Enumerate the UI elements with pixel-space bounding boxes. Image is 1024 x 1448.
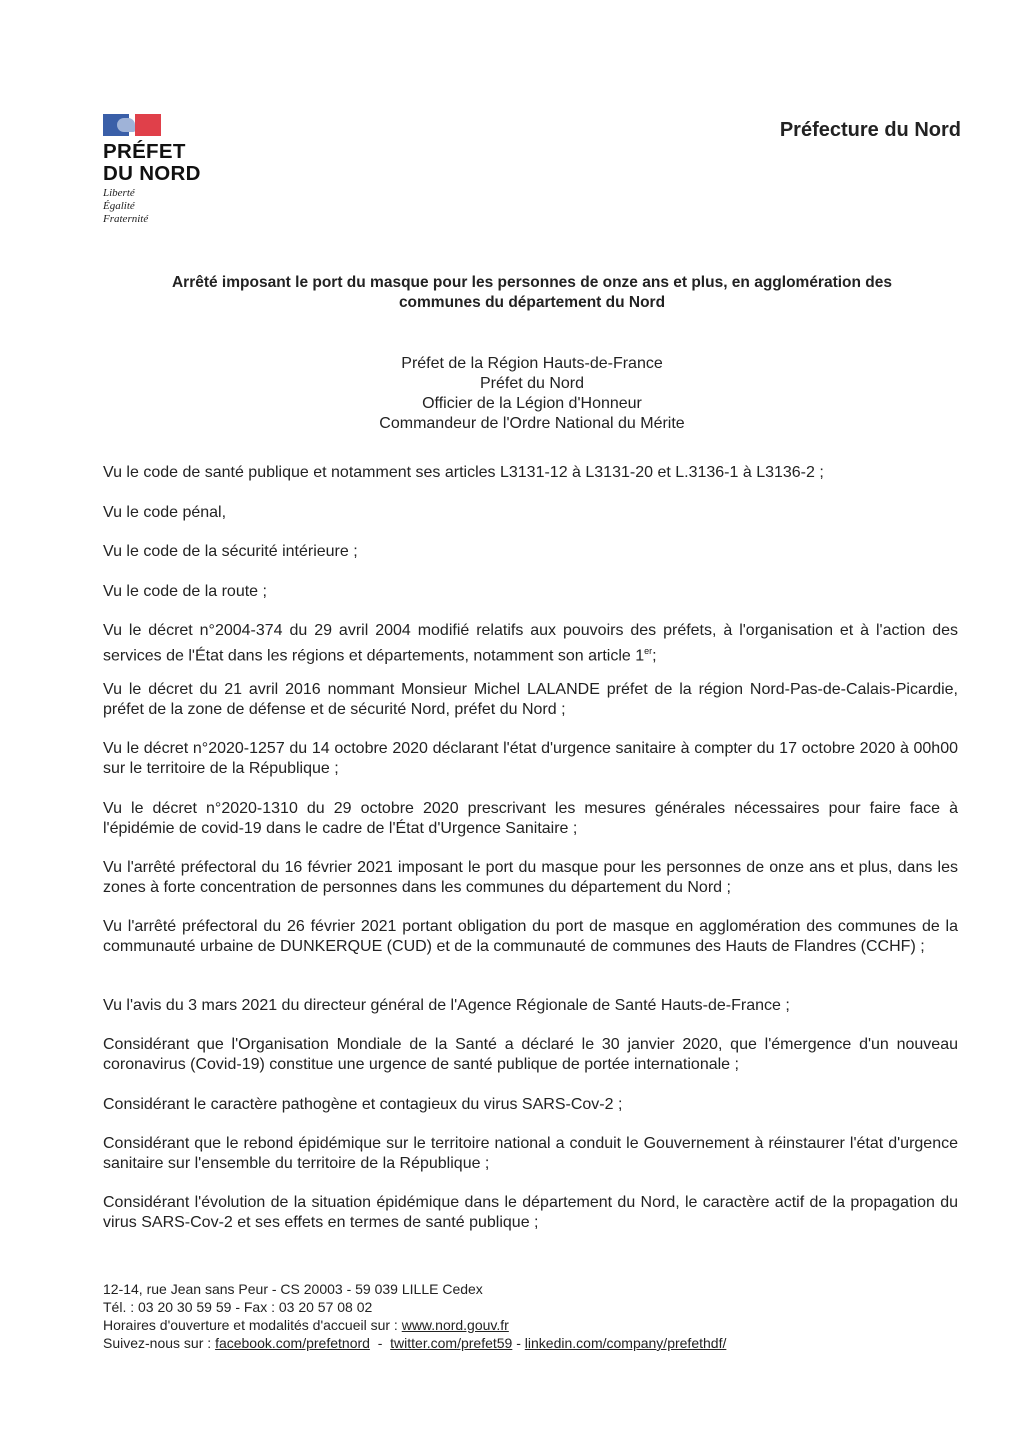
- footer-phone: Tél. : 03 20 30 59 59 - Fax : 03 20 57 08 02: [103, 1299, 373, 1315]
- title-line1: Arrêté imposant le port du masque pour les personnes de onze ans et plus, en agglomération des: [171, 274, 893, 291]
- paragraph: Vu le code de santé publique et notamment ses articles L3131-12 à L3131-20 et L.3136-1 à L3136-2 ;: [103, 464, 824, 481]
- paragraph: Considérant l'évolution de la situation épidémique dans le département du Nord, le caractère actif de la propagation du virus SARS-Cov-2 et ses effets en termes de santé publique ;: [103, 1194, 958, 1231]
- paragraph-text: Vu le décret n°2004-374 du 29 avril 2004 modifié relatifs aux pouvoirs des préfets, à l'organisation et à l'action des services de l'État dans les régions et départements, notamment son article 1: [103, 622, 958, 665]
- paragraph: Vu l'arrêté préfectoral du 16 février 2021 imposant le port du masque pour les personnes de onze ans et plus, dans les zones à forte concentration de personnes dans les communes du département du Nord ;: [103, 859, 958, 896]
- paragraph: Vu le code pénal,: [103, 504, 227, 521]
- footer-address: 12-14, rue Jean sans Peur - CS 20003 - 59 039 LILLE Cedex: [103, 1281, 483, 1297]
- footer-hours: [103, 1316, 726, 1334]
- paragraph: Vu le décret n°2020-1310 du 29 octobre 2020 prescrivant les mesures générales nécessaires pour faire face à l'épidémie de covid-19 dans le cadre de l'État d'Urgence Sanitaire ;: [103, 800, 958, 837]
- logo-title: [103, 141, 243, 185]
- paragraph: Vu l'avis du 3 mars 2021 du directeur général de l'Agence Régionale de Santé Hauts-de-France ;: [103, 997, 790, 1014]
- prefet-logo: [103, 114, 243, 226]
- linkedin-link[interactable]: linkedin.com/company/prefethdf/: [524, 1335, 727, 1351]
- paragraph-tail: ;: [652, 647, 657, 665]
- title-line2: communes du département du Nord: [398, 294, 666, 311]
- separator: -: [369, 1335, 391, 1351]
- document-title: [100, 273, 964, 313]
- paragraph: Considérant que l'Organisation Mondiale de la Santé a déclaré le 30 janvier 2020, que l'émergence d'un nouveau coronavirus (Covid-19) constitue une urgence de santé publique de portée internationale ;: [103, 1036, 958, 1073]
- authority-block: [100, 354, 964, 434]
- superscript: er: [644, 646, 653, 656]
- footer-hours-prefix: Horaires d'ouverture et modalités d'accueil sur :: [103, 1317, 402, 1333]
- footer: [103, 1280, 726, 1352]
- paragraph: Vu le code de la route ;: [103, 583, 267, 600]
- marianne-profile-icon: [117, 118, 135, 132]
- footer-social: [103, 1334, 726, 1352]
- paragraph: Vu l'arrêté préfectoral du 26 février 2021 portant obligation du port de masque en agglomération des communes de la communauté urbaine de DUNKERQUE (CUD) et de la communauté de communes des Hauts de Flandres (CCHF) ;: [103, 918, 958, 955]
- republic-motto: [103, 187, 243, 226]
- authority-line: Officier de la Légion d'Honneur: [422, 395, 642, 412]
- facebook-link[interactable]: facebook.com/prefetnord: [215, 1335, 370, 1351]
- prefecture-name: Préfecture du Nord: [779, 119, 961, 141]
- motto-liberte: Liberté: [103, 187, 135, 199]
- paragraph: Considérant le caractère pathogène et contagieux du virus SARS-Cov-2 ;: [103, 1096, 623, 1113]
- paragraph: Vu le code de la sécurité intérieure ;: [103, 543, 358, 560]
- separator: -: [512, 1335, 525, 1351]
- logo-title-line1: PRÉFET: [103, 140, 186, 163]
- paragraph: Vu le décret n°2020-1257 du 14 octobre 2020 déclarant l'état d'urgence sanitaire à compter du 17 octobre 2020 à 00h00 sur le territoire de la République ;: [103, 740, 958, 777]
- logo-title-line2: DU NORD: [103, 162, 201, 185]
- footer-follow-prefix: Suivez-nous sur :: [103, 1335, 216, 1351]
- paragraph: Considérant que le rebond épidémique sur le territoire national a conduit le Gouvernement à réinstaurer l'état d'urgence sanitaire sur l'ensemble du territoire de la République ;: [103, 1135, 958, 1172]
- paragraph: Vu le décret du 21 avril 2016 nommant Monsieur Michel LALANDE préfet de la région Nord-Pas-de-Calais-Picardie, préfet de la zone de défense et de sécurité Nord, préfet du Nord ;: [103, 681, 958, 718]
- motto-fraternite: Fraternité: [103, 213, 149, 225]
- website-link[interactable]: www.nord.gouv.fr: [401, 1317, 509, 1333]
- paragraph: [103, 621, 958, 666]
- twitter-link[interactable]: twitter.com/prefet59: [390, 1335, 513, 1351]
- authority-line: Commandeur de l'Ordre National du Mérite: [379, 415, 685, 432]
- authority-line: Préfet du Nord: [479, 375, 585, 392]
- motto-egalite: Égalité: [103, 200, 135, 212]
- authority-line: Préfet de la Région Hauts-de-France: [401, 355, 663, 372]
